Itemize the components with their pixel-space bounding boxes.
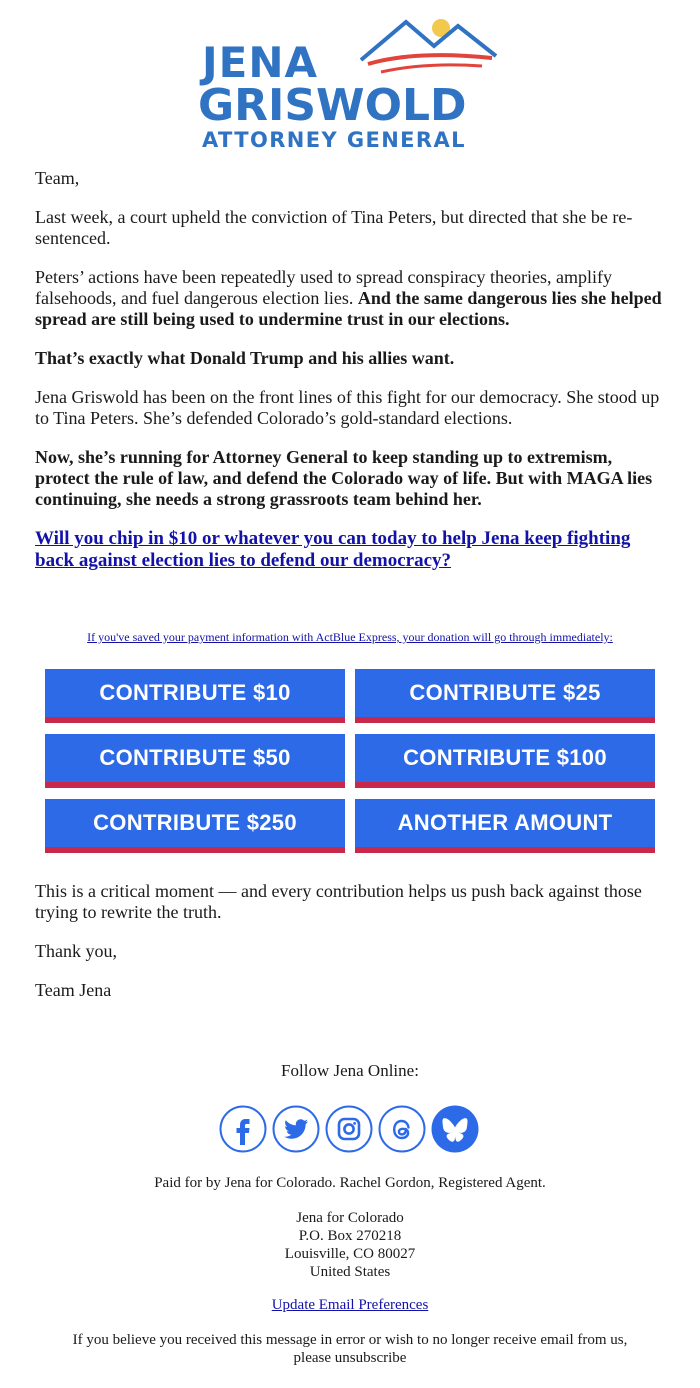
- twitter-icon[interactable]: [272, 1105, 320, 1153]
- address-line-4: United States: [309, 1264, 391, 1280]
- contribute-100-button[interactable]: CONTRIBUTE $100: [355, 734, 655, 788]
- follow-heading: Follow Jena Online:: [281, 1061, 419, 1080]
- logo-first-name: JENA: [202, 38, 318, 87]
- paragraph-peters: [35, 267, 669, 330]
- address-line-3: Louisville, CO 80027: [284, 1246, 416, 1262]
- contribute-250-button[interactable]: CONTRIBUTE $250: [45, 799, 345, 853]
- campaign-logo: [196, 14, 506, 154]
- signoff-text: Team Jena: [35, 980, 112, 1000]
- email-closing: [35, 881, 669, 1019]
- logo-office: ATTORNEY GENERAL: [202, 128, 466, 152]
- contribute-10-button[interactable]: CONTRIBUTE $10: [45, 669, 345, 723]
- contribute-25-button[interactable]: CONTRIBUTE $25: [355, 669, 655, 723]
- greeting: Team,: [35, 168, 80, 188]
- contribute-50-button[interactable]: CONTRIBUTE $50: [45, 734, 345, 788]
- email-body: [35, 168, 669, 572]
- actblue-express-link[interactable]: If you've saved your payment information with ActBlue Express, your donation will go through immediately:: [87, 630, 613, 644]
- another-amount-button[interactable]: ANOTHER AMOUNT: [355, 799, 655, 853]
- paragraph-frontlines: Jena Griswold has been on the front lines of this fight for our democracy. She stood up to Tina Peters. She’s defended Colorado’s gold-standard elections.: [35, 387, 660, 428]
- bluesky-icon[interactable]: [431, 1105, 479, 1153]
- mailing-address: [0, 1209, 700, 1281]
- instagram-icon[interactable]: [325, 1105, 373, 1153]
- actblue-express-note: [0, 630, 700, 645]
- paragraph-running: Now, she’s running for Attorney General to keep standing up to extremism, protect the rule of law, and defend the Colorado way of life. But with MAGA lies continuing, she needs a strong grassroots team behind her.: [35, 447, 653, 509]
- paragraph-peters-regular: Peters’ actions have been repeatedly used to spread conspiracy theories, amplify falsehoods, and fuel dangerous election lies.: [35, 267, 612, 308]
- paragraph-critical: This is a critical moment — and every contribution helps us push back against those trying to rewrite the truth.: [35, 881, 642, 922]
- address-line-1: Jena for Colorado: [296, 1210, 404, 1226]
- thanks-text: Thank you,: [35, 941, 117, 961]
- unsubscribe-link[interactable]: please unsubscribe: [293, 1350, 407, 1366]
- paragraph-court: Last week, a court upheld the conviction of Tina Peters, but directed that she be re-sentenced.: [35, 207, 633, 248]
- logo-last-name: GRISWOLD: [198, 80, 467, 131]
- social-links: [219, 1105, 481, 1155]
- paid-for-disclaimer: Paid for by Jena for Colorado. Rachel Gordon, Registered Agent.: [154, 1175, 546, 1191]
- donate-cta-link[interactable]: Will you chip in $10 or whatever you can today to help Jena keep fighting back against election lies to defend our democracy?: [35, 528, 631, 571]
- update-preferences-link[interactable]: Update Email Preferences: [271, 1297, 429, 1313]
- email-preferences: [0, 1297, 700, 1314]
- unsubscribe-notice: [0, 1331, 700, 1367]
- facebook-icon[interactable]: [219, 1105, 267, 1153]
- address-line-2: P.O. Box 270218: [298, 1228, 402, 1244]
- paragraph-trump: That’s exactly what Donald Trump and his allies want.: [35, 348, 455, 368]
- unsubscribe-line-1: If you believe you received this message in error or wish to no longer receive email from us,: [72, 1332, 628, 1348]
- threads-icon[interactable]: [378, 1105, 426, 1153]
- paragraph-peters-bold: And the same dangerous lies she helped spread are still being used to undermine trust in our elections.: [35, 288, 662, 329]
